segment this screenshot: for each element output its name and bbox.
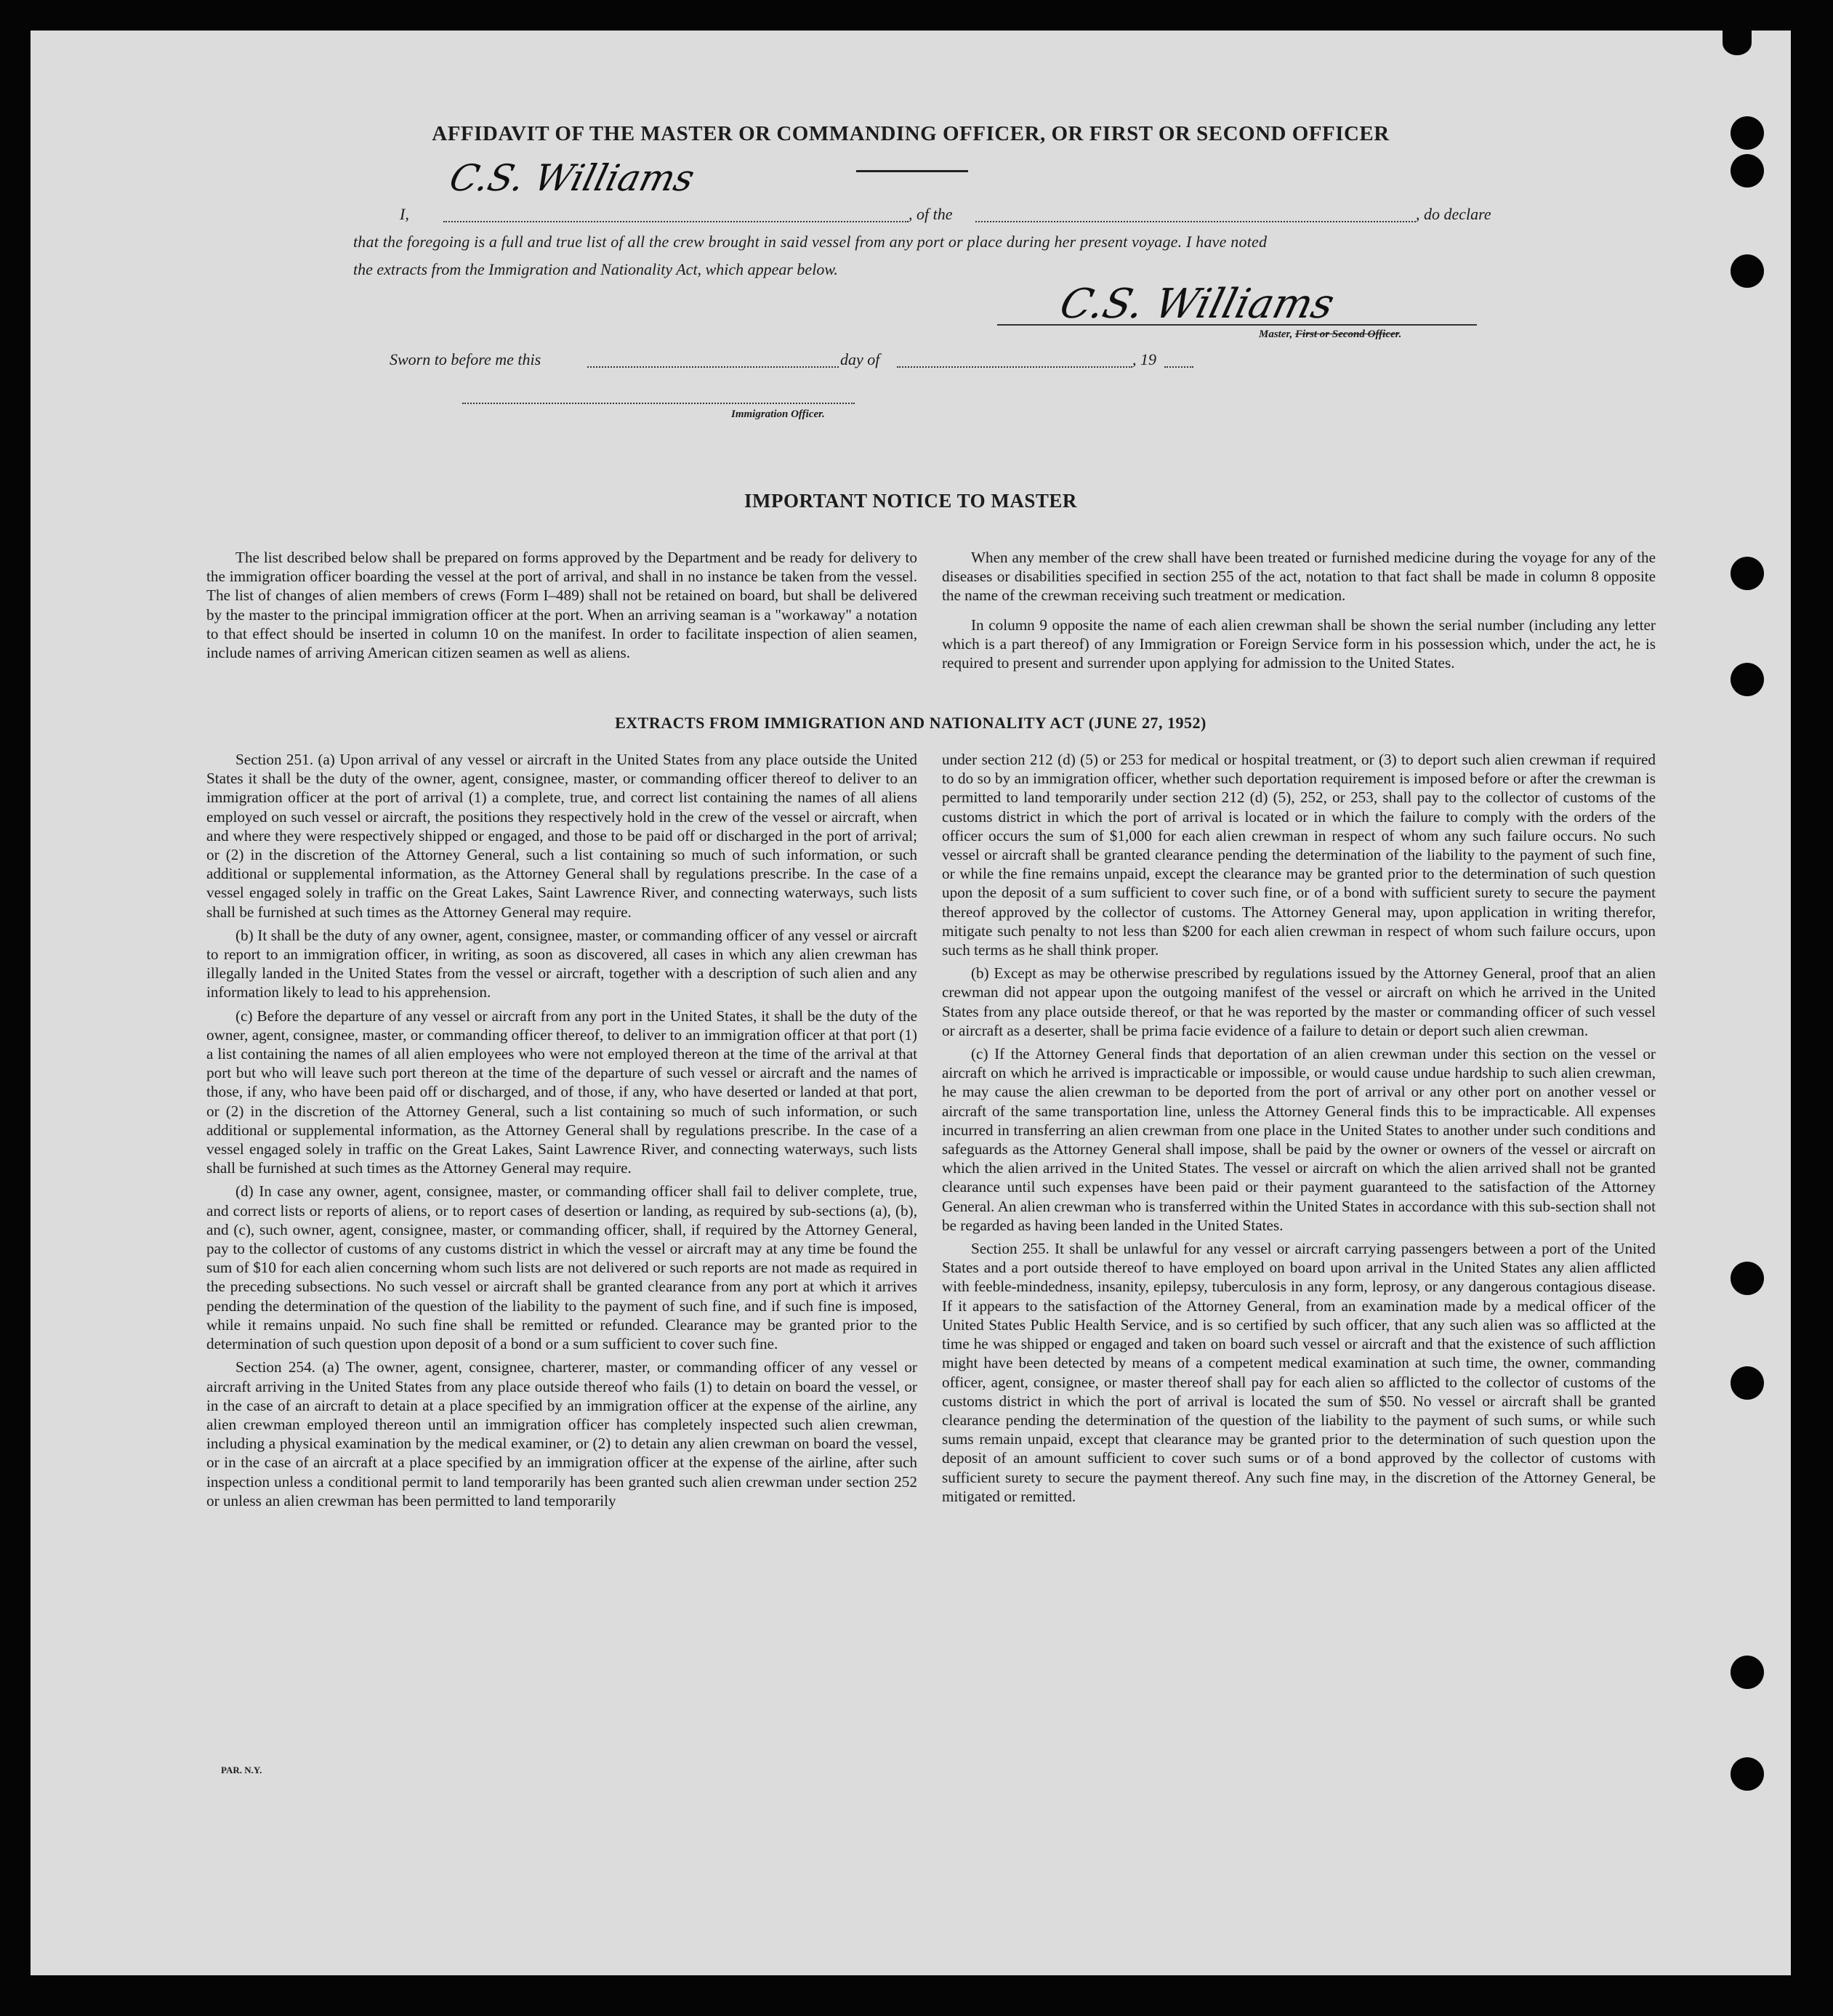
section-251-d: (d) In case any owner, agent, consignee, master, or commanding officer shall fail to deliver complete, true, and correct lists or reports of aliens, or to report cases of desertion or landing, as required by sub-sections (a), (b), and (c), such owner, agent, consignee, master, or commanding officer, shall, if required by the Attorney General, pay to the collector of customs of any customs district in which the vessel or aircraft may at any time be found the sum of $10 for each alien concerning whom such lists are not delivered or such reports are not made as required in the preceding subsections. No such vessel or aircraft shall be granted clearance from any port at which it arrives pending the determination of the question of the liability to the payment of such fine, and if such fine is imposed, while it remains unpaid. No such fine shall be remitted or refunded. Clearance may be granted prior to the determination of such question upon deposit of a bond or a sum sufficient to cover such fine. [206, 1182, 917, 1353]
master-signature: C.S. Williams [1055, 281, 1340, 328]
sworn-month-field[interactable] [897, 366, 1132, 368]
declare-of-label: , of the [909, 205, 953, 223]
vessel-field[interactable] [975, 221, 1416, 222]
master-caption [1259, 328, 1401, 341]
day-of-label: day of [840, 350, 880, 368]
signature-top: C.S. Williams [445, 157, 699, 199]
section-251-b: (b) It shall be the duty of any owner, agent, consignee, master, or commanding officer of any vessel or aircraft to report to an immigration officer, in writing, as soon as discovered, all cases in which any alien crewman has illegally landed in the United States from the vessel or aircraft, together with a description of such alien and any information likely to lead to his apprehension. [206, 926, 917, 1001]
struck-officer-label: First or Second Officer [1295, 328, 1399, 340]
document-page [31, 31, 1791, 1975]
declare-end-label: , do declare [1416, 205, 1491, 223]
notice-title: IMPORTANT NOTICE TO MASTER [744, 490, 1077, 512]
statement-line-1: that the foregoing is a full and true list of all the crew brought in said vessel from any port or place during her present voyage. I have noted [353, 233, 1268, 251]
notice-right-paragraph-2: In column 9 opposite the name of each alien crewman shall be shown the serial number (including any letter which is a part thereof) of any Immigration or Foreign Service form in his possession which, under the act, he is required to present and surrender upon applying for admission to the United States. [942, 616, 1656, 672]
master-label: Master, [1259, 328, 1293, 340]
notice-left-paragraph: The list described below shall be prepared on forms approved by the Department and be ready for delivery to the immigration officer boarding the vessel at the port of arrival, and shall in no instance be taken from the vessel. The list of changes of alien members of crews (Form I–489) shall not be retained on board, but shall be delivered by the master to the principal immigration officer at the port. When an arriving seaman is a "workaway" a notation to that effect should be inserted in column 10 on the manifest. In order to facilitate inspection of alien seamen, include names of arriving American citizen seamen as well as aliens. [206, 549, 917, 662]
punch-hole [1731, 254, 1764, 288]
notice-left-column [206, 548, 917, 662]
signature-line [997, 324, 1477, 326]
section-251-c: (c) Before the departure of any vessel or aircraft from any port in the United States, it shall be the duty of the owner, agent, consignee, master, or commanding officer thereof, to deliver to an immigration officer at that port (1) a list containing the names of all alien employees who were not employed thereon at the time of the arrival at that port but who will leave such port thereon at the time of the departure of such vessel or aircraft and the names of those, if any, who have been paid off or discharged, and of those, if any, who have deserted or landed at that port, or (2) in the discretion of the Attorney General, such a list containing so much of such information, or such additional or supplemental information, as the Attorney General shall by regulations prescribe. In the case of a vessel engaged solely in traffic on the Great Lakes, Saint Lawrence River, and connecting waterways, such lists shall be furnished at such times as the Attorney General may require. [206, 1007, 917, 1177]
notice-right-paragraph-1: When any member of the crew shall have been treated or furnished medicine during the voyage for any of the diseases or disabilities specified in section 255 of the act, notation to that fact shall be made in column 8 opposite the name of the crewman receiving such treatment or medication. [942, 549, 1656, 605]
notice-right-column [942, 548, 1656, 672]
section-251-a: Section 251. (a) Upon arrival of any vessel or aircraft in the United States from any place outside the United States it shall be the duty of the owner, agent, consignee, master, or commanding officer thereof to deliver to an immigration officer at the port of arrival (1) a complete, true, and correct list containing the names of all aliens employed on such vessel or aircraft, the positions they respectively hold in the crew of the vessel or aircraft, when and where they were respectively shipped or engaged, and those to be paid off or discharged in the port of arrival; or (2) in the discretion of the Attorney General, such a list containing so much of such information, or such additional or supplemental information, as the Attorney General shall by regulations prescribe. In the case of a vessel engaged solely in traffic on the Great Lakes, Saint Lawrence River, and connecting waterways, such lists shall be furnished at such times as the Attorney General may require. [206, 751, 917, 921]
immigration-officer-field[interactable] [462, 403, 855, 404]
section-254-b: (b) Except as may be otherwise prescribed by regulations issued by the Attorney General, proof that an alien crewman did not appear upon the outgoing manifest of the vessel or aircraft on which he arrived in the United States from any place outside thereof, or that he was reported by the master or commanding officer of such vessel or aircraft as a deserter, shall be prima facie evidence of a failure to detain or deport such alien crewman. [942, 964, 1656, 1039]
extracts-title: EXTRACTS FROM IMMIGRATION AND NATIONALITY ACT (JUNE 27, 1952) [615, 714, 1206, 732]
extracts-right-column [942, 750, 1656, 1506]
punch-hole [1731, 1656, 1764, 1689]
title-rule [856, 170, 968, 172]
name-field[interactable] [443, 221, 909, 222]
immigration-officer-caption: Immigration Officer. [731, 408, 825, 420]
sworn-year-field[interactable] [1164, 366, 1193, 368]
punch-hole [1731, 154, 1764, 188]
sworn-label: Sworn to before me this [390, 350, 541, 368]
declare-i-label: I, [400, 205, 409, 223]
punch-hole [1731, 1366, 1764, 1400]
master-end: . [1398, 328, 1402, 340]
punch-hole [1731, 663, 1764, 696]
statement-line-2: the extracts from the Immigration and Nationality Act, which appear below. [353, 260, 838, 278]
section-254-c: (c) If the Attorney General finds that deportation of an alien crewman under this section on the vessel or aircraft on which he arrived is impracticable or impossible, or would cause undue hardship to such alien crewman, he may cause the alien crewman to be deported from the port of arrival or any other port on another vessel or aircraft of the same transportation line, unless the Attorney General finds this to be impracticable. All expenses incurred in transferring an alien crewman from one place in the United States to another under such conditions and safeguards as the Attorney General shall impose, shall be paid by the owner or owners of the vessel or aircraft on which the alien arrived in the United States. The vessel or aircraft on which the alien arrived shall not be granted clearance until such expenses have been paid or their payment guaranteed to the satisfaction of the Attorney General. An alien crewman who is transferred within the United States in accordance with this sub-section shall not be regarded as having been landed in the United States. [942, 1045, 1656, 1234]
affidavit-title: AFFIDAVIT OF THE MASTER OR COMMANDING OFFICER, OR FIRST OR SECOND OFFICER [432, 122, 1390, 145]
year-label: , 19 [1132, 350, 1156, 368]
section-254-a: Section 254. (a) The owner, agent, consignee, charterer, master, or commanding officer of any vessel or aircraft arriving in the United States from any place outside thereof who fails (1) to detain on board the vessel, or in the case of an aircraft to detain at a place specified by an immigration officer at the expense of the airline, any alien crewman employed thereon until an immigration officer has completely inspected such alien crewman, including a physical examination by the medical examiner, or (2) to detain any alien crewman on board the vessel, or in the case of an aircraft at a place specified by an immigration officer at the expense of the airline, after such inspection unless a conditional permit to land temporarily has been granted such alien crewman under section 252 or unless an alien crewman has been permitted to land temporarily [206, 1358, 917, 1509]
punch-hole [1731, 557, 1764, 590]
section-254-a-continued: under section 212 (d) (5) or 253 for medical or hospital treatment, or (3) to deport such alien crewman if required to do so by an immigration officer, whether such deportation requirement is imposed before or after the crewman is permitted to land temporarily under section 212 (d) (5), 252, or 253, shall pay to the collector of customs of the customs district in which the port of arrival is located or in which the failure to comply with the orders of the officer occurs the sum of $1,000 for each alien crewman in respect of whom any such failure occurs. No such vessel or aircraft shall be granted clearance pending the determination of the liability to the payment of such fine, or while the fine remains unpaid, except the clearance may be granted prior to the determination of such question upon the deposit of a sum sufficient to cover such fine, or of a bond with sufficient surety to secure the payment thereof approved by the collector of customs. The Attorney General may, upon application in writing therefor, mitigate such penalty to not less than $200 for each alien crewman in respect of whom such failure occurs, upon such terms as he shall think proper. [942, 751, 1656, 959]
punch-hole [1731, 1262, 1764, 1295]
sworn-day-field[interactable] [587, 366, 839, 368]
section-255: Section 255. It shall be unlawful for any vessel or aircraft carrying passengers between a port of the United States and a port outside thereof to have employed on board upon arrival in the United States any alien afflicted with feeble-mindedness, insanity, epilepsy, tuberculosis in any form, leprosy, or any dangerous contagious disease. If it appears to the satisfaction of the Attorney General, from an examination made by a medical officer of the United States Public Health Service, and is so certified by such officer, that any such alien was so afflicted at the time he was shipped or engaged and taken on board such vessel or aircraft and that the existence of such affliction might have been detected by means of a competent medical examination at such time, the owner, commanding officer, agent, consignee, or master thereof shall pay for each alien so afflicted to the collector of customs of the customs district in which the port of arrival is located the sum of $50. No vessel or aircraft shall be granted clearance pending the determination of the question of the liability to the payment of such sums, or while such sums remain unpaid, except that clearance may be granted prior to the determination of such question upon the deposit of an amount sufficient to cover such sums or of a bond approved by the collector of customs with sufficient surety to secure the payment thereof. Any such fine may, in the discretion of the Attorney General, be mitigated or remitted. [942, 1240, 1656, 1505]
punch-hole [1723, 31, 1752, 55]
punch-hole [1731, 1757, 1764, 1791]
printer-mark: PAR. N.Y. [221, 1765, 262, 1775]
extracts-left-column [206, 750, 917, 1510]
